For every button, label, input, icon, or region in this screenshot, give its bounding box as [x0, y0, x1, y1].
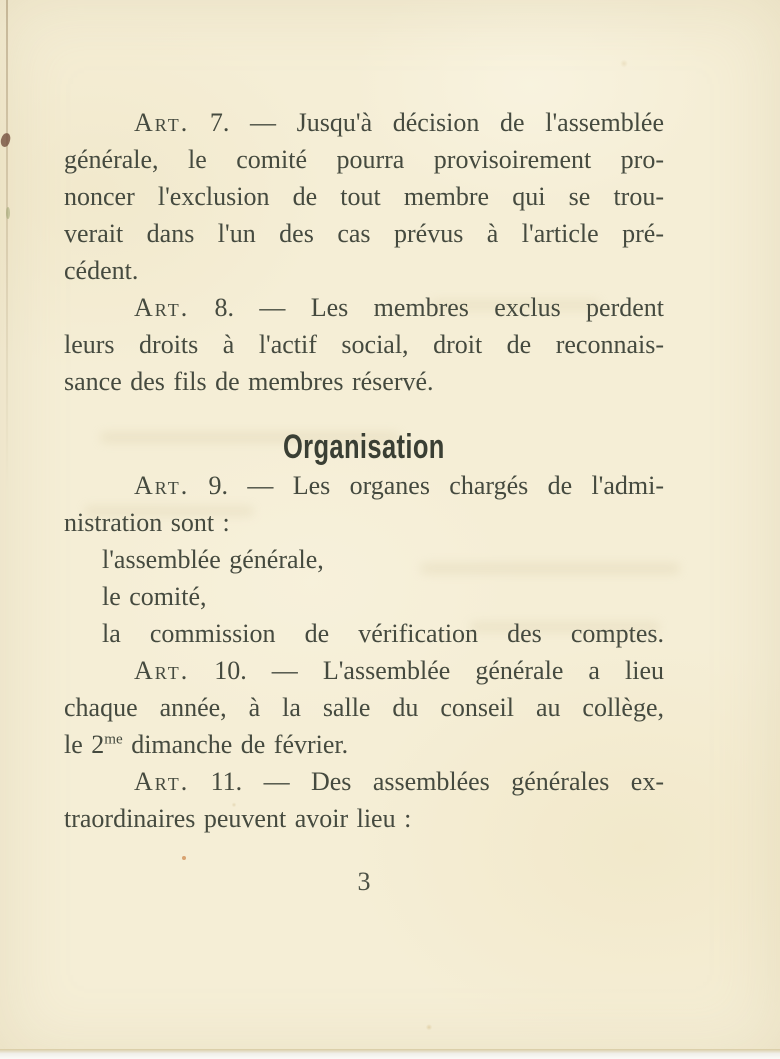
text-line: noncer l'exclusion de tout membre qui se trou-	[64, 182, 664, 211]
text-line: traordinaires peuvent avoir lieu :	[64, 804, 412, 833]
article-opening: 9. — Les organes chargés de l'admi-	[189, 471, 664, 500]
text-line	[64, 763, 664, 800]
article-opening: 8. — Les membres exclus perdent	[189, 293, 664, 322]
text-line: verait dans l'un des cas prévus à l'article pré-	[64, 219, 664, 248]
page-content	[64, 104, 664, 900]
section-heading	[64, 425, 664, 467]
text-line	[64, 467, 664, 504]
text-line	[64, 652, 664, 689]
text-line	[64, 726, 664, 763]
page-fold-crease	[6, 0, 8, 490]
page-number: 3	[357, 867, 371, 896]
article-opening: 11. — Des assemblées générales ex-	[189, 767, 664, 796]
text-line	[64, 289, 664, 326]
list-item-line: la commission de vérification des comptes.	[102, 619, 664, 648]
article-opening: 7. — Jusqu'à décision de l'assemblée	[189, 108, 664, 137]
text-line: leurs droits à l'actif social, droit de reconnais-	[64, 330, 664, 359]
paper-speck	[0, 132, 11, 148]
article-8-paragraph	[64, 289, 664, 400]
text-line: nistration sont :	[64, 508, 230, 537]
text-line: cédent.	[64, 256, 139, 285]
text-segment: le 2	[64, 730, 105, 759]
paper-speck	[6, 207, 10, 219]
scan-bottom-edge	[0, 1049, 780, 1059]
list-item-line: le comité,	[102, 582, 207, 611]
article-label: Art.	[134, 471, 190, 500]
article-label: Art.	[134, 108, 190, 137]
article-7-paragraph	[64, 104, 664, 289]
article-11-paragraph	[64, 763, 664, 837]
text-line	[64, 104, 664, 141]
text-line: générale, le comité pourra provisoirement pro-	[64, 145, 664, 174]
section-heading-text: Organisation	[283, 428, 445, 466]
text-line: chaque année, à la salle du conseil au collège,	[64, 693, 664, 722]
article-opening: 10. — L'assemblée générale a lieu	[189, 656, 664, 685]
article-10-paragraph	[64, 652, 664, 763]
text-segment: dimanche de février.	[122, 730, 349, 759]
article-label: Art.	[134, 293, 190, 322]
article-9-paragraph	[64, 467, 664, 652]
article-label: Art.	[134, 656, 190, 685]
article-label: Art.	[134, 767, 190, 796]
text-line: sance des fils de membres réservé.	[64, 367, 434, 396]
list-item-line: l'assemblée générale,	[102, 545, 324, 574]
ordinal-superscript: me	[104, 731, 123, 748]
